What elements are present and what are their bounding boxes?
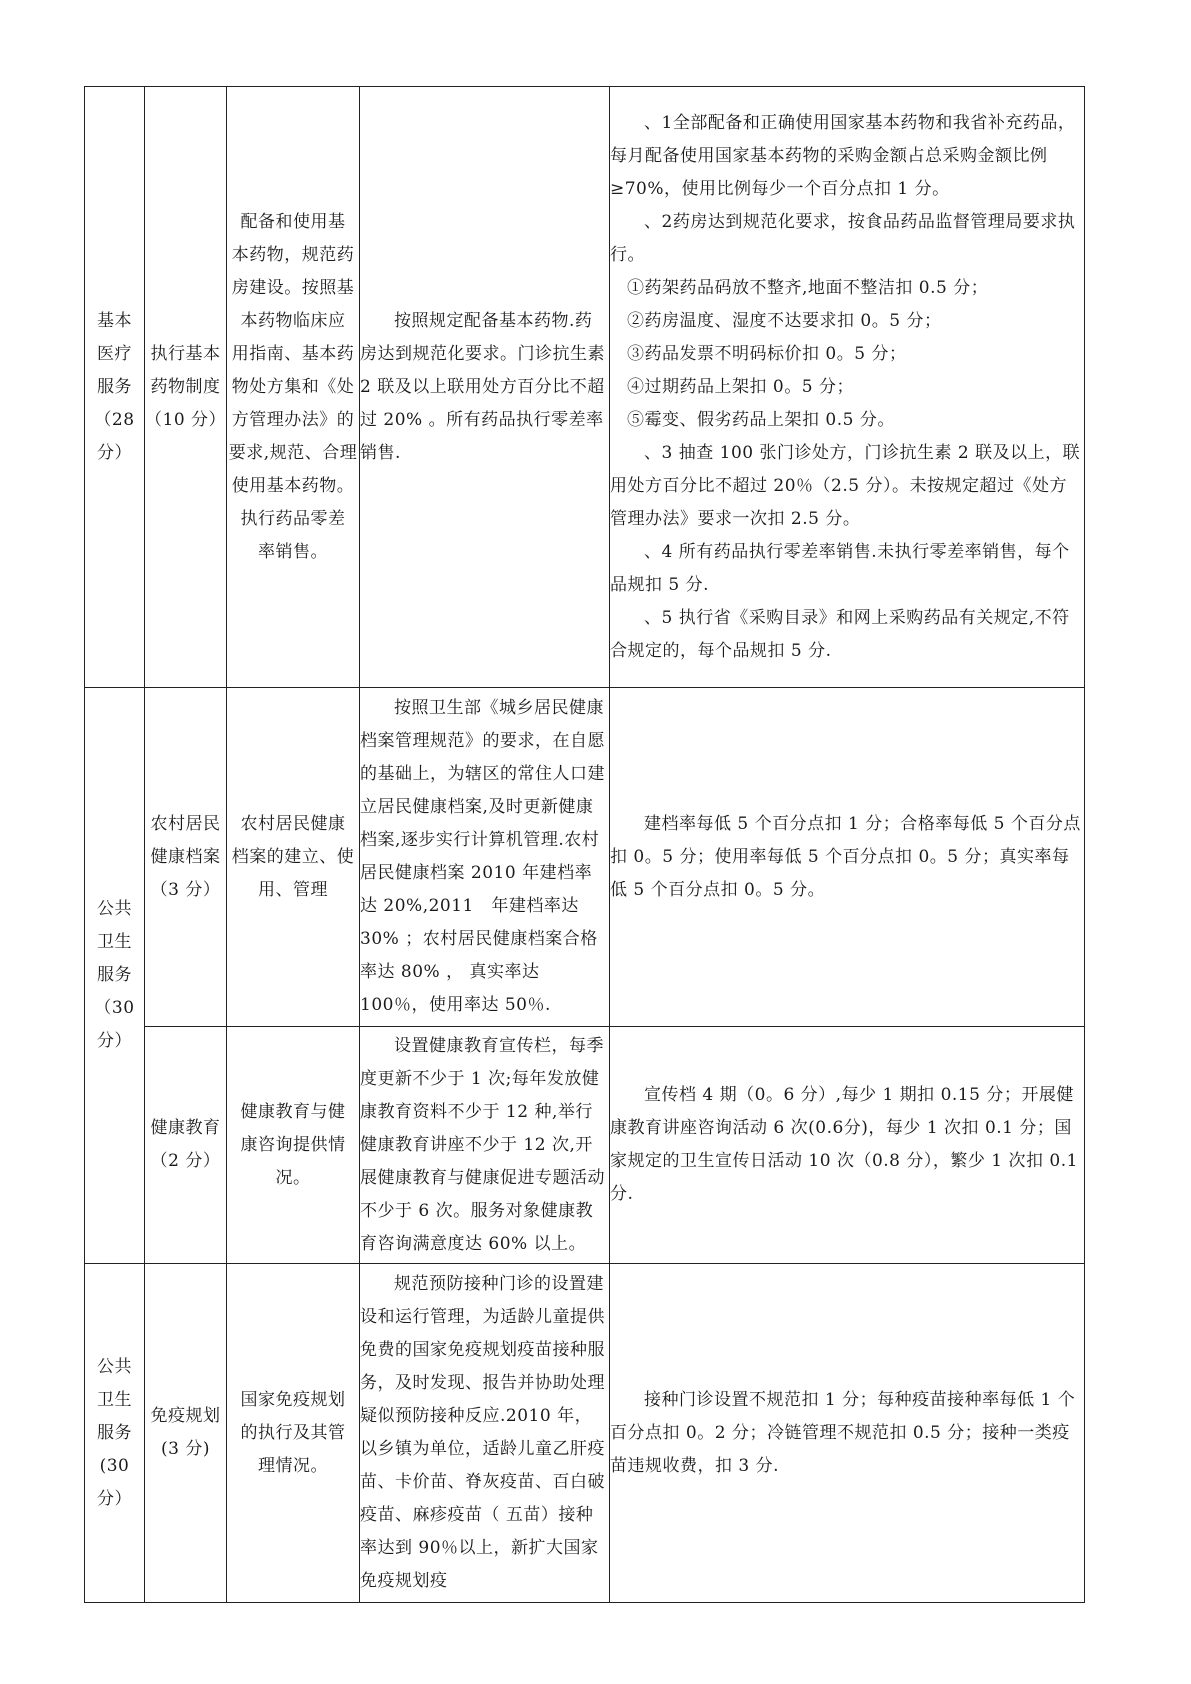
criteria-cell xyxy=(610,87,1085,688)
criteria-line: 、4 所有药品执行零差率销售.未执行零差率销售，每个品规扣 5 分. xyxy=(610,541,1070,595)
criteria-line: ⑤霉变、假劣药品上架扣 0.5 分。 xyxy=(627,409,895,430)
criteria-line: ③药品发票不明码标价扣 0。5 分； xyxy=(627,343,907,364)
content-cell xyxy=(227,1264,360,1603)
criteria-line: 、1全部配备和正确使用国家基本药物和我省补充药品，每月配备使用国家基本药物的采购金额占总采购金额比例≥70%，使用比例每少一个百分点扣 1 分。 xyxy=(610,112,1076,199)
standard-text: 规范预防接种门诊的设置建设和运行管理，为适龄儿童提供免费的国家免疫规划疫苗接种服务，及时发现、报告并协助处理疑似预防接种反应.2010 年，以乡镇为单位，适龄儿童乙肝疫苗、卡价苗、脊灰疫苗、百白破疫苗、麻疹疫苗（ 五苗）接种率达到 90％以上，新扩大国家免疫规划疫 xyxy=(360,1274,605,1591)
standard-text: 按照规定配备基本药物.药房达到规范化要求。门诊抗生素 2 联及以上联用处方百分比不超过 20% 。所有药品执行零差率销售. xyxy=(360,310,605,463)
criteria-line: 宣传档 4 期（0。6 分）,每少 1 期扣 0.15 分；开展健康教育讲座咨询活动 6 次(0.6分)，每少 1 次扣 0.1 分；国家规定的卫生宣传日活动 10 次（0.8 分），繁少 1 次扣 0.1 分. xyxy=(610,1085,1078,1204)
table-row xyxy=(85,1027,1085,1264)
criteria-cell xyxy=(610,1264,1085,1603)
criteria-line: ②药房温度、湿度不达要求扣 0。5 分； xyxy=(627,310,942,331)
item-cell xyxy=(145,688,227,1027)
standard-text: 按照卫生部《城乡居民健康档案管理规范》的要求，在自愿的基础上，为辖区的常住人口建立居民健康档案,及时更新健康档案,逐步实行计算机管理.农村居民健康档案 2010 年建档率达 20%,2011 年建档率达 30% ；农村居民健康档案合格率达 80% ， 真实率达 100％，使用率达 50％. xyxy=(360,698,605,1015)
item-text: 健康教育 （2 分） xyxy=(150,1118,221,1171)
category-cell xyxy=(85,688,145,1264)
category-text: 公共 卫生 服务 （30 分） xyxy=(94,899,135,1051)
criteria-cell xyxy=(610,1027,1085,1264)
category-cell xyxy=(85,87,145,688)
content-text: 配备和使用基 本药物，规范药 房建设。按照基 本药物临床应 用指南、基本药 物处方集和《处 方管理办法》的 要求,规范、合理 使用基本药物。 执行药品零差 率销售。 xyxy=(228,211,358,562)
table-row xyxy=(85,688,1085,1027)
category-cell xyxy=(85,1264,145,1603)
content-cell xyxy=(227,87,360,688)
standard-cell xyxy=(360,87,610,688)
standard-text: 设置健康教育宣传栏，每季度更新不少于 1 次;每年发放健康教育资料不少于 12 种,举行健康教育讲座不少于 12 次,开展健康教育与健康促进专题活动不少于 6 次。服务对象健康教育咨询满意度达 60% 以上。 xyxy=(360,1035,605,1254)
content-text: 国家免疫规划 的执行及其管 理情况。 xyxy=(240,1389,346,1476)
criteria-line: 接种门诊设置不规范扣 1 分；每种疫苗接种率每低 1 个百分点扣 0。2 分；冷链管理不规范扣 0.5 分；接种一类疫苗违规收费，扣 3 分. xyxy=(610,1389,1076,1476)
item-text: 执行基本 药物制度 （10 分） xyxy=(145,343,227,430)
criteria-line: 、3 抽查 100 张门诊处方，门诊抗生素 2 联及以上，联用处方百分比不超过 20％（2.5 分）。未按规定超过《处方管理办法》要求一次扣 2.5 分。 xyxy=(610,442,1081,529)
item-cell xyxy=(145,1027,227,1264)
criteria-cell xyxy=(610,688,1085,1027)
category-text: 基本 医疗 服务 （28 分） xyxy=(94,310,135,463)
criteria-line: 建档率每低 5 个百分点扣 1 分；合格率每低 5 个百分点扣 0。5 分；使用率每低 5 个百分点扣 0。5 分；真实率每低 5 个百分点扣 0。5 分。 xyxy=(610,813,1081,900)
criteria-line: 、2药房达到规范化要求，按食品药品监督管理局要求执行。 xyxy=(610,211,1076,265)
standard-cell xyxy=(360,688,610,1027)
item-cell xyxy=(145,87,227,688)
item-text: 农村居民 健康档案 （3 分） xyxy=(150,813,221,900)
content-cell xyxy=(227,1027,360,1264)
evaluation-table xyxy=(84,86,1085,1603)
table-row xyxy=(85,87,1085,688)
standard-cell xyxy=(360,1264,610,1603)
content-text: 农村居民健康 档案的建立、使 用、管理 xyxy=(231,813,355,900)
category-text: 公共 卫生 服务 (30 分） xyxy=(97,1356,132,1509)
table-row xyxy=(85,1264,1085,1603)
content-cell xyxy=(227,688,360,1027)
item-text: 免疫规划 (3 分) xyxy=(150,1406,221,1459)
item-cell xyxy=(145,1264,227,1603)
criteria-line: ④过期药品上架扣 0。5 分； xyxy=(627,376,854,397)
criteria-line: ①药架药品码放不整齐,地面不整洁扣 0.5 分； xyxy=(627,277,989,298)
content-text: 健康教育与健 康咨询提供情 况。 xyxy=(240,1101,346,1188)
criteria-line: 、5 执行省《采购目录》和网上采购药品有关规定,不符合规定的，每个品规扣 5 分. xyxy=(610,607,1070,661)
standard-cell xyxy=(360,1027,610,1264)
